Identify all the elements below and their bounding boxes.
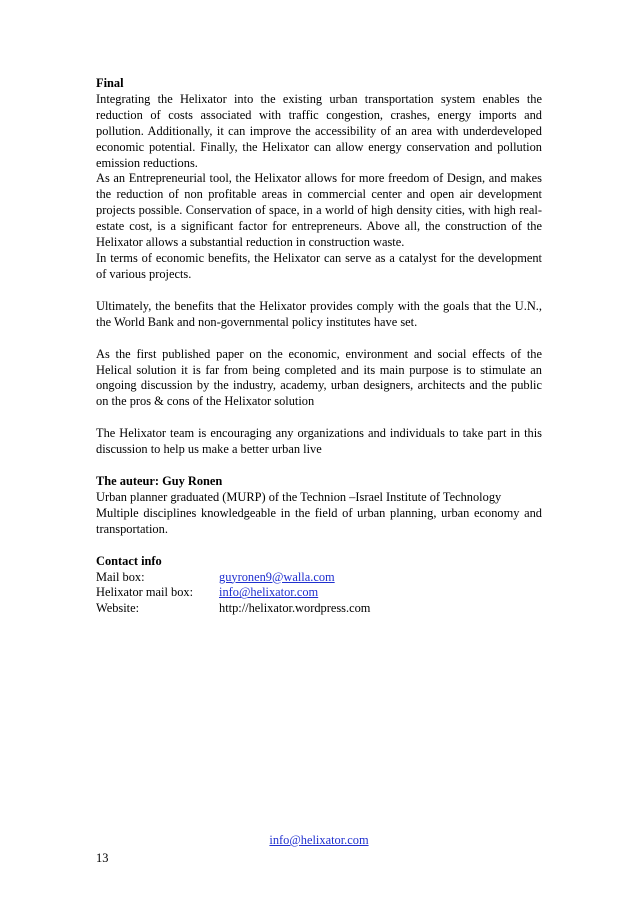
spacer — [96, 410, 542, 426]
contact-row-website — [96, 601, 542, 617]
paragraph-economic-benefits: In terms of economic benefits, the Helixator can serve as a catalyst for the development of various projects. — [96, 250, 542, 281]
paragraph-integration: Integrating the Helixator into the existing urban transportation system enables the reduction of costs associated with traffic congestion, crashes, energy imports and pollution. Additionally, it can improve the accessibility of an area with underdeveloped economic potential. Finally, the Helixator can allow energy conservation and pollution emission reductions. — [96, 91, 542, 170]
author-expertise: Multiple disciplines knowledgeable in the field of urban planning, urban economy and transportation. — [96, 505, 542, 536]
website-url: http://helixator.wordpress.com — [219, 601, 371, 616]
contact-heading: Contact info — [96, 553, 162, 568]
contact-row-mail — [96, 570, 542, 586]
section-heading-final: Final — [96, 76, 124, 90]
spacer — [96, 283, 542, 299]
paragraph-goals: Ultimately, the benefits that the Helixator provides comply with the goals that the U.N., the World Bank and non-governmental policy institutes have set. — [96, 298, 542, 329]
spacer — [96, 331, 542, 347]
contact-label: Website: — [96, 601, 140, 616]
footer — [0, 833, 638, 848]
author-credentials: Urban planner graduated (MURP) of the Technion –Israel Institute of Technology — [96, 489, 502, 504]
mail-link[interactable]: guyronen9@walla.com — [219, 569, 335, 584]
contact-label: Mail box: — [96, 569, 145, 584]
paragraph-team-invitation: The Helixator team is encouraging any organizations and individuals to take part in this discussion to help us make a better urban live — [96, 426, 542, 457]
helixator-mail-link[interactable]: info@helixator.com — [219, 585, 319, 600]
paragraph-first-paper: As the first published paper on the economic, environment and social effects of the Helical solution it is far from being completed and its main purpose is to stimulate an ongoing discussion by the industry, academy, urban designers, architects and the public on the pros & cons of the Helixator solution — [96, 346, 542, 409]
paragraph-entrepreneurial: As an Entrepreneurial tool, the Helixator allows for more freedom of Design, and makes the reduction of non profitable areas in commercial center and open air development projects possible. Conservation of space, in a world of high density cities, with high real-estate cost, is a significant factor for entrepreneurs. Above all, the construction of the Helixator allows a substantial reduction in construction waste. — [96, 171, 542, 250]
contact-label: Helixator mail box: — [96, 585, 194, 600]
author-heading: The auteur: Guy Ronen — [96, 474, 223, 489]
spacer — [96, 458, 542, 474]
contact-row-helixator-mail — [96, 585, 542, 601]
document-body — [96, 76, 542, 617]
footer-email-link[interactable]: info@helixator.com — [269, 833, 369, 847]
spacer — [96, 538, 542, 554]
page-number: 13 — [96, 851, 109, 865]
